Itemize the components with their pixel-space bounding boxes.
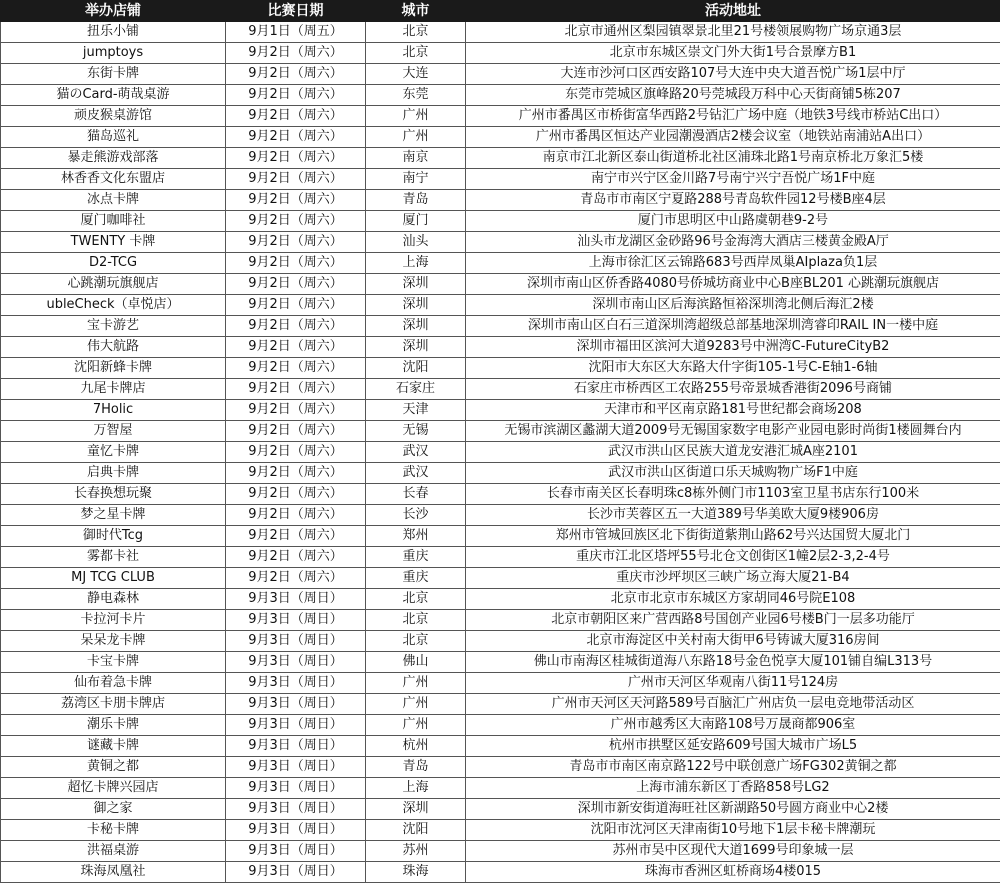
table-row <box>1 862 1000 883</box>
address-cell: 长春市南关区长春明珠c8栋外侧门市1103室卫星书店东行100米 <box>466 484 1000 505</box>
date-cell: 9月2日（周六） <box>226 64 366 85</box>
store-cell: 心跳潮玩旗舰店 <box>1 274 226 295</box>
city-cell: 上海 <box>366 253 466 274</box>
table-row <box>1 841 1000 862</box>
table-row <box>1 43 1000 64</box>
address-cell: 广州市越秀区大南路108号万晟商都906室 <box>466 715 1000 736</box>
table-row <box>1 526 1000 547</box>
store-cell: 卡宝卡牌 <box>1 652 226 673</box>
address-cell: 佛山市南海区桂城街道海八东路18号金色悦享大厦101铺自编L313号 <box>466 652 1000 673</box>
city-cell: 杭州 <box>366 736 466 757</box>
table-row <box>1 442 1000 463</box>
date-cell: 9月3日（周日） <box>226 757 366 778</box>
store-cell: 洪福桌游 <box>1 841 226 862</box>
city-cell: 天津 <box>366 400 466 421</box>
address-cell: 重庆市江北区塔坪55号北仓文创街区1幢2层2-3,2-4号 <box>466 547 1000 568</box>
date-cell: 9月2日（周六） <box>226 274 366 295</box>
table-row <box>1 85 1000 106</box>
store-cell: 卡秘卡牌 <box>1 820 226 841</box>
store-cell: D2-TCG <box>1 253 226 274</box>
date-cell: 9月2日（周六） <box>226 190 366 211</box>
address-cell: 上海市浦东新区丁香路858号LG2 <box>466 778 1000 799</box>
table-row <box>1 631 1000 652</box>
address-cell: 北京市海淀区中关村南大街甲6号铸诚大厦316房间 <box>466 631 1000 652</box>
address-cell: 苏州市吴中区现代大道1699号印象城一层 <box>466 841 1000 862</box>
table-row <box>1 799 1000 820</box>
address-cell: 北京市北京市东城区方家胡同46号院E108 <box>466 589 1000 610</box>
store-cell: 顽皮猴桌游馆 <box>1 106 226 127</box>
address-cell: 东莞市莞城区旗峰路20号莞城段万科中心天街商铺5栋207 <box>466 85 1000 106</box>
date-cell: 9月3日（周日） <box>226 631 366 652</box>
address-cell: 北京市朝阳区来广营西路8号国创产业园6号楼B门一层多功能厅 <box>466 610 1000 631</box>
store-cell: 潮乐卡牌 <box>1 715 226 736</box>
store-cell: 万智屋 <box>1 421 226 442</box>
store-cell: 珠海凤凰社 <box>1 862 226 883</box>
city-cell: 厦门 <box>366 211 466 232</box>
table-row <box>1 673 1000 694</box>
date-cell: 9月3日（周日） <box>226 610 366 631</box>
city-cell: 广州 <box>366 106 466 127</box>
table-row <box>1 463 1000 484</box>
city-cell: 北京 <box>366 43 466 64</box>
table-row <box>1 505 1000 526</box>
table-row <box>1 211 1000 232</box>
header-store: 举办店铺 <box>1 1 226 22</box>
store-cell: 御时代Tcg <box>1 526 226 547</box>
store-cell: 林香香文化东盟店 <box>1 169 226 190</box>
city-cell: 北京 <box>366 22 466 43</box>
address-cell: 沈阳市大东区大东路大什字街105-1号C-E轴1-6轴 <box>466 358 1000 379</box>
city-cell: 长春 <box>366 484 466 505</box>
city-cell: 汕头 <box>366 232 466 253</box>
date-cell: 9月2日（周六） <box>226 463 366 484</box>
address-cell: 南京市江北新区泰山街道桥北社区浦珠北路1号南京桥北万象汇5楼 <box>466 148 1000 169</box>
date-cell: 9月3日（周日） <box>226 778 366 799</box>
address-cell: 武汉市洪山区街道口乐天城购物广场F1中庭 <box>466 463 1000 484</box>
store-cell: 厦门咖啡社 <box>1 211 226 232</box>
store-cell: 沈阳新蜂卡牌 <box>1 358 226 379</box>
city-cell: 武汉 <box>366 463 466 484</box>
date-cell: 9月2日（周六） <box>226 547 366 568</box>
city-cell: 沈阳 <box>366 358 466 379</box>
table-row <box>1 148 1000 169</box>
table-row <box>1 64 1000 85</box>
city-cell: 苏州 <box>366 841 466 862</box>
store-cell: 呆呆龙卡牌 <box>1 631 226 652</box>
city-cell: 南京 <box>366 148 466 169</box>
date-cell: 9月3日（周日） <box>226 799 366 820</box>
store-cell: jumptoys <box>1 43 226 64</box>
date-cell: 9月2日（周六） <box>226 526 366 547</box>
address-cell: 深圳市福田区滨河大道9283号中洲湾C-FutureCityB2 <box>466 337 1000 358</box>
address-cell: 重庆市沙坪坝区三峡广场立海大厦21-B4 <box>466 568 1000 589</box>
store-cell: 暴走熊游戏部落 <box>1 148 226 169</box>
store-cell: 启典卡牌 <box>1 463 226 484</box>
store-cell: TWENTY 卡牌 <box>1 232 226 253</box>
address-cell: 上海市徐汇区云锦路683号西岸凤巢AIplaza负1层 <box>466 253 1000 274</box>
city-cell: 上海 <box>366 778 466 799</box>
address-cell: 无锡市滨湖区蠡湖大道2009号无锡国家数字电影产业园电影时尚街1楼圆舞台内 <box>466 421 1000 442</box>
header-date: 比赛日期 <box>226 1 366 22</box>
table-body <box>1 22 1000 883</box>
table-row <box>1 295 1000 316</box>
date-cell: 9月2日（周六） <box>226 400 366 421</box>
table-row <box>1 757 1000 778</box>
store-cell: 宝卡游艺 <box>1 316 226 337</box>
address-cell: 青岛市市南区宁夏路288号青岛软件园12号楼B座4层 <box>466 190 1000 211</box>
date-cell: 9月2日（周六） <box>226 127 366 148</box>
address-cell: 广州市番禺区恒达产业园潮漫酒店2楼会议室（地铁站南浦站A出口） <box>466 127 1000 148</box>
table-row <box>1 589 1000 610</box>
table-row <box>1 610 1000 631</box>
city-cell: 东莞 <box>366 85 466 106</box>
city-cell: 珠海 <box>366 862 466 883</box>
header-address: 活动地址 <box>466 1 1000 22</box>
date-cell: 9月2日（周六） <box>226 442 366 463</box>
address-cell: 广州市天河区华观南八街11号124房 <box>466 673 1000 694</box>
store-cell: 仙布着急卡牌 <box>1 673 226 694</box>
table-row <box>1 421 1000 442</box>
city-cell: 无锡 <box>366 421 466 442</box>
city-cell: 深圳 <box>366 316 466 337</box>
store-cell: 雾都卡社 <box>1 547 226 568</box>
date-cell: 9月2日（周六） <box>226 106 366 127</box>
table-row <box>1 778 1000 799</box>
date-cell: 9月2日（周六） <box>226 505 366 526</box>
address-cell: 长沙市芙蓉区五一大道389号华美欧大厦9楼906房 <box>466 505 1000 526</box>
store-cell: MJ TCG CLUB <box>1 568 226 589</box>
city-cell: 北京 <box>366 631 466 652</box>
header-city: 城市 <box>366 1 466 22</box>
date-cell: 9月2日（周六） <box>226 253 366 274</box>
city-cell: 深圳 <box>366 337 466 358</box>
date-cell: 9月3日（周日） <box>226 820 366 841</box>
date-cell: 9月2日（周六） <box>226 211 366 232</box>
date-cell: 9月3日（周日） <box>226 715 366 736</box>
store-cell: 超忆卡牌兴园店 <box>1 778 226 799</box>
store-cell: 谜藏卡牌 <box>1 736 226 757</box>
city-cell: 北京 <box>366 610 466 631</box>
table-row <box>1 274 1000 295</box>
table-row <box>1 253 1000 274</box>
address-cell: 深圳市新安街道海旺社区新湖路50号圆方商业中心2楼 <box>466 799 1000 820</box>
table-row <box>1 547 1000 568</box>
address-cell: 杭州市拱墅区延安路609号国大城市广场L5 <box>466 736 1000 757</box>
city-cell: 广州 <box>366 694 466 715</box>
store-cell: 东街卡牌 <box>1 64 226 85</box>
date-cell: 9月2日（周六） <box>226 232 366 253</box>
store-cell: 7Holic <box>1 400 226 421</box>
city-cell: 佛山 <box>366 652 466 673</box>
city-cell: 武汉 <box>366 442 466 463</box>
city-cell: 广州 <box>366 673 466 694</box>
store-cell: 童忆卡牌 <box>1 442 226 463</box>
date-cell: 9月2日（周六） <box>226 85 366 106</box>
table-row <box>1 169 1000 190</box>
city-cell: 郑州 <box>366 526 466 547</box>
date-cell: 9月3日（周日） <box>226 736 366 757</box>
date-cell: 9月2日（周六） <box>226 148 366 169</box>
address-cell: 大连市沙河口区西安路107号大连中央大道吾悦广场1层中厅 <box>466 64 1000 85</box>
table-row <box>1 316 1000 337</box>
city-cell: 长沙 <box>366 505 466 526</box>
address-cell: 郑州市管城回族区北下街街道紫荆山路62号兴达国贸大厦北门 <box>466 526 1000 547</box>
date-cell: 9月2日（周六） <box>226 43 366 64</box>
table-row <box>1 190 1000 211</box>
table-row <box>1 820 1000 841</box>
address-cell: 广州市番禺区市桥街富华西路2号钻汇广场中庭（地铁3号线市桥站C出口） <box>466 106 1000 127</box>
date-cell: 9月2日（周六） <box>226 379 366 400</box>
city-cell: 青岛 <box>366 757 466 778</box>
store-cell: ubleCheck（卓悦店） <box>1 295 226 316</box>
table-header <box>1 1 1000 22</box>
city-cell: 广州 <box>366 127 466 148</box>
store-cell: 御之家 <box>1 799 226 820</box>
address-cell: 北京市东城区崇文门外大街1号合景摩方B1 <box>466 43 1000 64</box>
store-cell: 扭乐小铺 <box>1 22 226 43</box>
store-cell: 静电森林 <box>1 589 226 610</box>
date-cell: 9月3日（周日） <box>226 841 366 862</box>
table-row <box>1 106 1000 127</box>
store-cell: 猫岛巡礼 <box>1 127 226 148</box>
address-cell: 北京市通州区梨园镇翠景北里21号楼领展购物广场京通3层 <box>466 22 1000 43</box>
address-cell: 深圳市南山区白石三道深圳湾超级总部基地深圳湾睿印RAIL IN一楼中庭 <box>466 316 1000 337</box>
table-row <box>1 568 1000 589</box>
table-row <box>1 652 1000 673</box>
address-cell: 武汉市洪山区民族大道龙安港汇城A座2101 <box>466 442 1000 463</box>
city-cell: 深圳 <box>366 274 466 295</box>
date-cell: 9月2日（周六） <box>226 568 366 589</box>
date-cell: 9月2日（周六） <box>226 484 366 505</box>
table-row <box>1 337 1000 358</box>
table-row <box>1 127 1000 148</box>
address-cell: 深圳市南山区侨香路4080号侨城坊商业中心B座BL201 心跳潮玩旗舰店 <box>466 274 1000 295</box>
store-cell: 荔湾区卡朋卡牌店 <box>1 694 226 715</box>
store-cell: 长春换想玩聚 <box>1 484 226 505</box>
header-row <box>1 1 1000 22</box>
address-cell: 石家庄市桥西区工农路255号帝景城香港街2096号商铺 <box>466 379 1000 400</box>
date-cell: 9月2日（周六） <box>226 169 366 190</box>
table-row <box>1 715 1000 736</box>
date-cell: 9月2日（周六） <box>226 316 366 337</box>
table-row <box>1 232 1000 253</box>
store-cell: 九尾卡牌店 <box>1 379 226 400</box>
city-cell: 沈阳 <box>366 820 466 841</box>
address-cell: 汕头市龙湖区金砂路96号金海湾大酒店三楼黄金殿A厅 <box>466 232 1000 253</box>
store-cell: 冰点卡牌 <box>1 190 226 211</box>
date-cell: 9月3日（周日） <box>226 589 366 610</box>
address-cell: 珠海市香洲区虹桥商场4楼015 <box>466 862 1000 883</box>
address-cell: 南宁市兴宁区金川路7号南宁兴宁吾悦广场1F中庭 <box>466 169 1000 190</box>
table-row <box>1 379 1000 400</box>
address-cell: 青岛市市南区南京路122号中联创意广场FG302黄铜之都 <box>466 757 1000 778</box>
city-cell: 深圳 <box>366 799 466 820</box>
date-cell: 9月3日（周日） <box>226 862 366 883</box>
store-cell: 梦之星卡牌 <box>1 505 226 526</box>
city-cell: 广州 <box>366 715 466 736</box>
date-cell: 9月1日（周五） <box>226 22 366 43</box>
date-cell: 9月2日（周六） <box>226 421 366 442</box>
table-row <box>1 694 1000 715</box>
city-cell: 重庆 <box>366 568 466 589</box>
store-cell: 卡拉河卡片 <box>1 610 226 631</box>
city-cell: 青岛 <box>366 190 466 211</box>
date-cell: 9月2日（周六） <box>226 337 366 358</box>
table-row <box>1 22 1000 43</box>
store-cell: 猫のCard-萌哉桌游 <box>1 85 226 106</box>
date-cell: 9月3日（周日） <box>226 694 366 715</box>
city-cell: 石家庄 <box>366 379 466 400</box>
address-cell: 天津市和平区南京路181号世纪都会商场208 <box>466 400 1000 421</box>
table-row <box>1 358 1000 379</box>
date-cell: 9月2日（周六） <box>226 295 366 316</box>
table-row <box>1 400 1000 421</box>
date-cell: 9月3日（周日） <box>226 673 366 694</box>
table-row <box>1 484 1000 505</box>
address-cell: 广州市天河区天河路589号百脑汇广州店负一层电竞地带活动区 <box>466 694 1000 715</box>
store-cell: 伟大航路 <box>1 337 226 358</box>
city-cell: 大连 <box>366 64 466 85</box>
store-cell: 黄铜之都 <box>1 757 226 778</box>
table-row <box>1 736 1000 757</box>
city-cell: 深圳 <box>366 295 466 316</box>
address-cell: 厦门市思明区中山路虞朝巷9-2号 <box>466 211 1000 232</box>
address-cell: 沈阳市沈河区天津南街10号地下1层卡秘卡牌潮玩 <box>466 820 1000 841</box>
city-cell: 南宁 <box>366 169 466 190</box>
address-cell: 深圳市南山区后海滨路恒裕深圳湾北侧后海汇2楼 <box>466 295 1000 316</box>
date-cell: 9月2日（周六） <box>226 358 366 379</box>
date-cell: 9月3日（周日） <box>226 652 366 673</box>
city-cell: 北京 <box>366 589 466 610</box>
city-cell: 重庆 <box>366 547 466 568</box>
